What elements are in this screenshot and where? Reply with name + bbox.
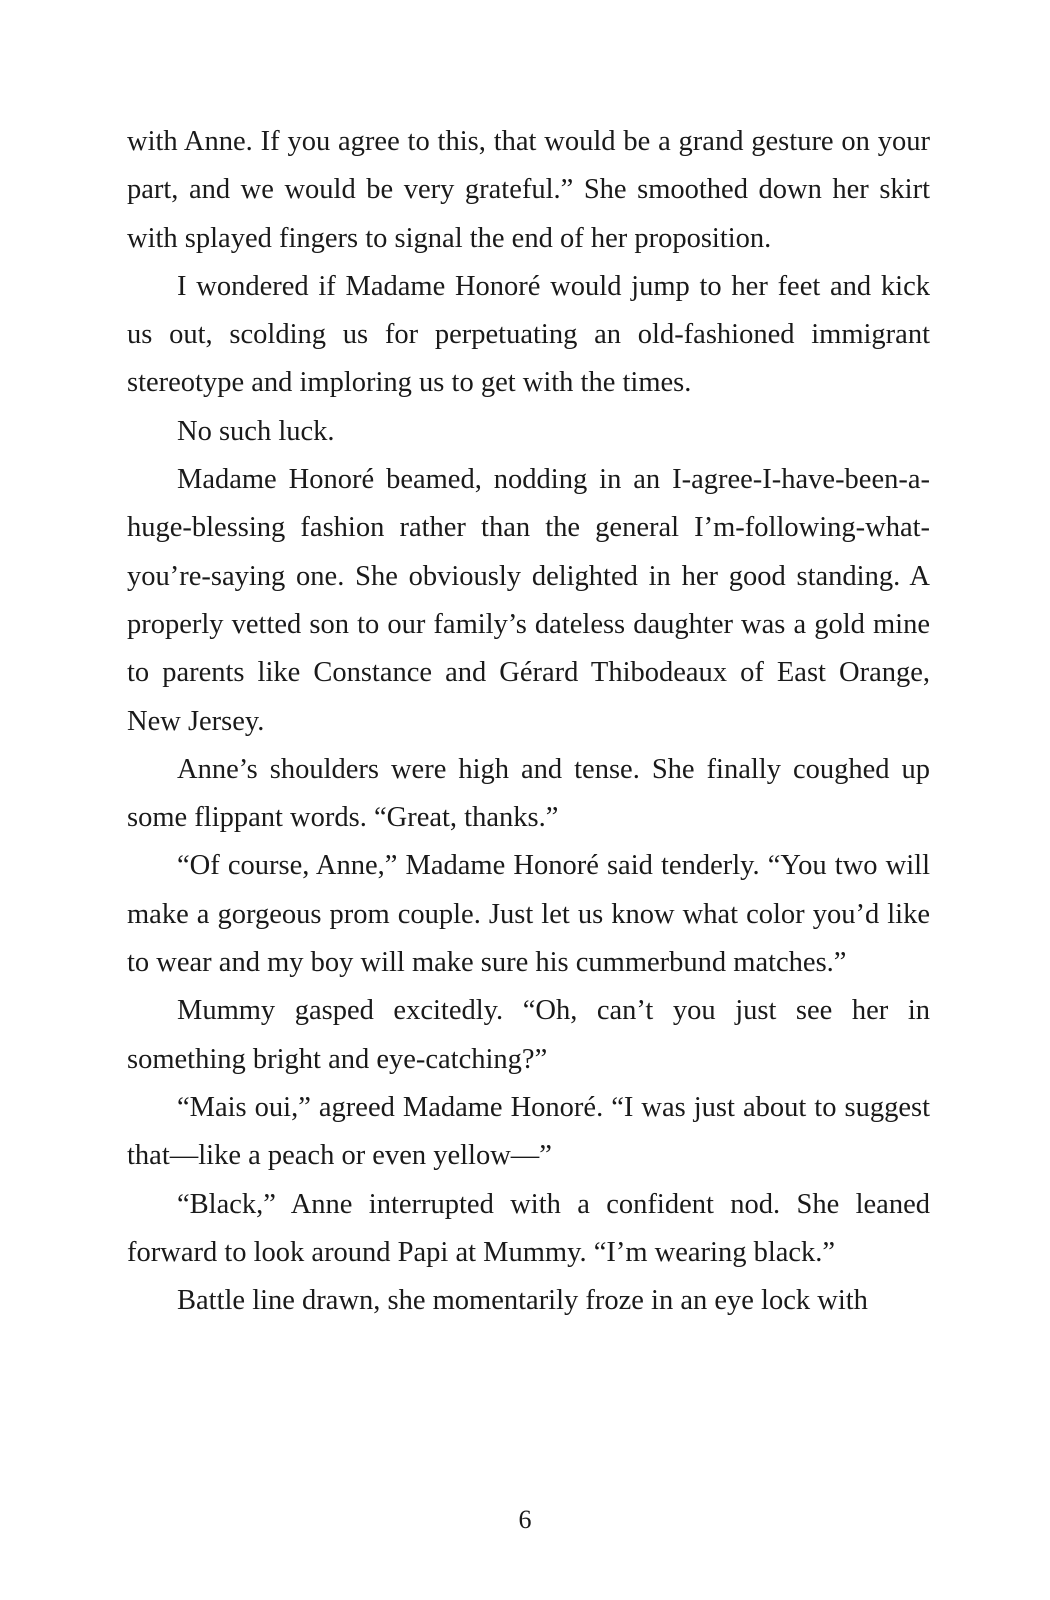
body-text (127, 118, 930, 1325)
paragraph: Madame Honoré beamed, nodding in an I-agree-I-have-been-a-huge-blessing fashion rather than the general I’m-following-what-you’re-saying one. She obviously delighted in her good standing. A properly vetted son to our family’s dateless daughter was a gold mine to parents like Constance and Gérard Thibodeaux of East Orange, New Jersey. (127, 464, 930, 737)
page-number: 6 (518, 1505, 532, 1534)
paragraph-continued: with Anne. If you agree to this, that would be a grand gesture on your part, and we would be very grateful.” She smoothed down her skirt with splayed fingers to signal the end of her proposition. (127, 126, 930, 254)
paragraph: “Mais oui,” agreed Madame Honoré. “I was just about to suggest that—like a peach or even yellow—” (127, 1091, 930, 1172)
paragraph: Anne’s shoulders were high and tense. She finally coughed up some flippant words. “Great, thanks.” (127, 753, 930, 834)
paragraph: I wondered if Madame Honoré would jump to her feet and kick us out, scolding us for perpetuating an old-fashioned immigrant stereotype and imploring us to get with the times. (127, 270, 930, 399)
paragraph: “Black,” Anne interrupted with a confident nod. She leaned forward to look around Papi at Mummy. “I’m wearing black.” (127, 1188, 930, 1268)
paragraph: “Of course, Anne,” Madame Honoré said tenderly. “You two will make a gorgeous prom couple. Just let us know what color you’d like to wear and my boy will make sure his cummerbund matches.” (127, 850, 930, 979)
paragraph: Battle line drawn, she momentarily froze in an eye lock with (177, 1285, 868, 1317)
paragraph: Mummy gasped excitedly. “Oh, can’t you just see her in something bright and eye-catching?” (127, 995, 930, 1075)
paragraph: No such luck. (177, 415, 335, 447)
